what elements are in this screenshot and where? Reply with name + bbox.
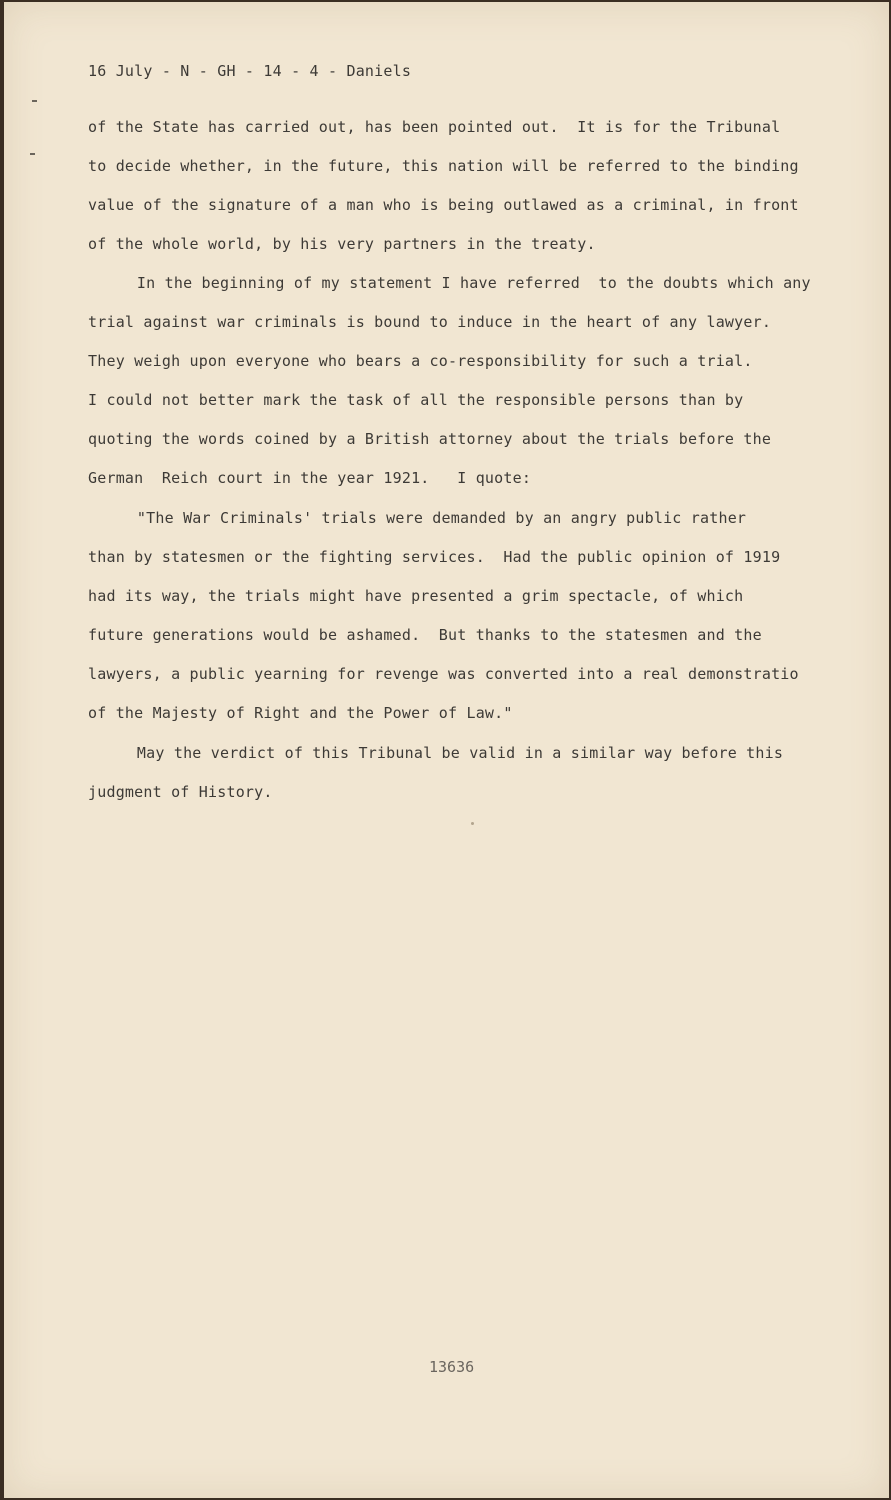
text-line: They weigh upon everyone who bears a co-responsibility for such a trial.	[88, 352, 753, 370]
margin-mark	[32, 100, 37, 102]
text-line: I could not better mark the task of all the responsible persons than by	[88, 391, 744, 409]
text-line: had its way, the trials might have presented a grim spectacle, of which	[88, 587, 744, 605]
text-line: German Reich court in the year 1921. I quote:	[88, 469, 532, 487]
page-number: 13636	[429, 1358, 475, 1376]
text-line: future generations would be ashamed. But thanks to the statesmen and the	[88, 626, 762, 644]
text-line: of the whole world, by his very partners in the treaty.	[88, 235, 596, 253]
paper-speck	[471, 822, 474, 825]
document-page	[4, 2, 889, 1498]
text-line: of the State has carried out, has been pointed out. It is for the Tribunal	[88, 118, 781, 136]
text-line: trial against war criminals is bound to induce in the heart of any lawyer.	[88, 313, 772, 331]
text-line: of the Majesty of Right and the Power of Law."	[88, 704, 513, 722]
text-line: value of the signature of a man who is being outlawed as a criminal, in front	[88, 196, 799, 214]
text-line: May the verdict of this Tribunal be valid in a similar way before this	[100, 744, 784, 762]
page-header: 16 July - N - GH - 14 - 4 - Daniels	[88, 62, 412, 80]
text-line: than by statesmen or the fighting services. Had the public opinion of 1919	[88, 548, 781, 566]
text-line: to decide whether, in the future, this nation will be referred to the binding	[88, 157, 799, 175]
text-line: "The War Criminals' trials were demanded by an angry public rather	[100, 509, 747, 527]
text-line: quoting the words coined by a British attorney about the trials before the	[88, 430, 772, 448]
margin-mark	[30, 153, 35, 155]
text-line: In the beginning of my statement I have referred to the doubts which any	[100, 274, 811, 292]
text-line: judgment of History.	[88, 783, 273, 801]
text-line: lawyers, a public yearning for revenge was converted into a real demonstratio	[88, 665, 799, 683]
